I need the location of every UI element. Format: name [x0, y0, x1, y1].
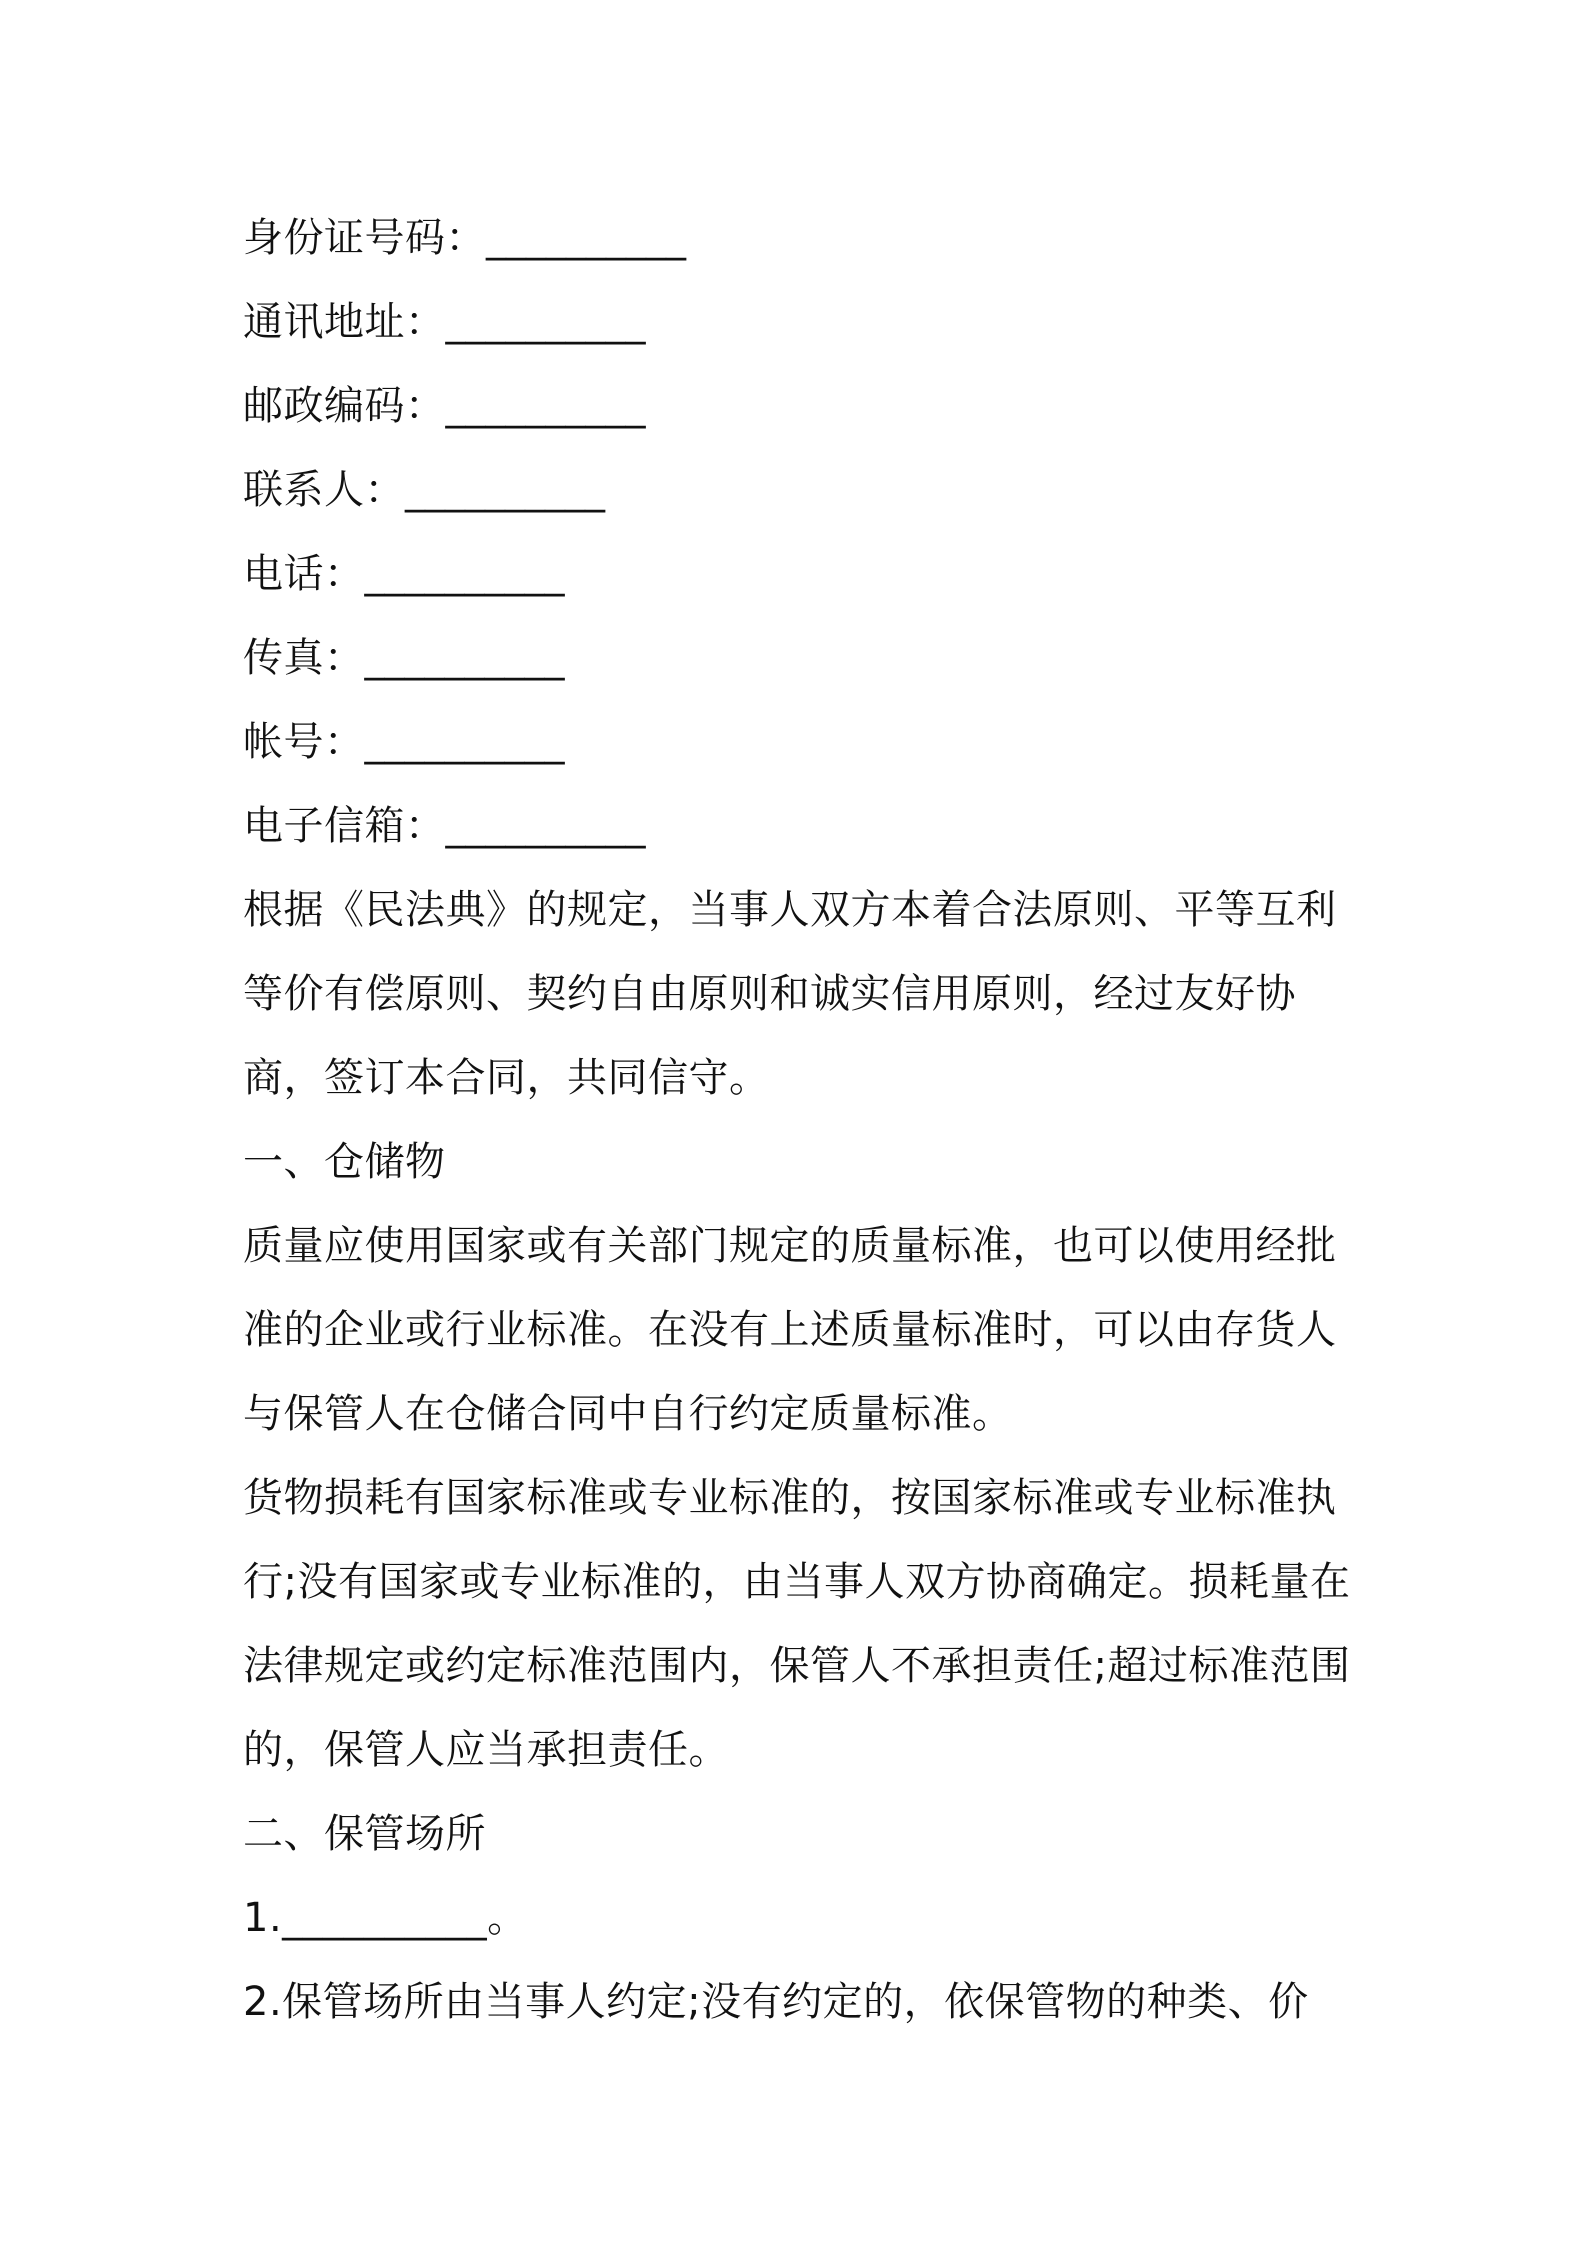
field-blank: __________: [445, 299, 646, 345]
field-label: 电子信箱：: [243, 803, 446, 849]
field-blank: __________: [445, 383, 646, 429]
preamble-paragraph: 根据《民法典》的规定，当事人双方本着合法原则、平等互利等价有偿原则、契约自由原则和诚实信用原则，经过友好协商，签订本合同，共同信守。: [243, 887, 1337, 1101]
field-blank: __________: [486, 215, 686, 261]
list-item: 1.__________。: [243, 1895, 528, 1941]
loss-paragraph: 货物损耗有国家标准或专业标准的，按国家标准或专业标准执行;没有国家或专业标准的，由当事人双方协商确定。损耗量在法律规定或约定标准范围内，保管人不承担责任;超过标准范围的，保管人应当承担责任。: [243, 1475, 1351, 1773]
phone-field: [243, 532, 1358, 616]
field-label: 联系人：: [243, 467, 405, 513]
field-blank: __________: [405, 467, 605, 513]
email-field: [243, 784, 1358, 868]
field-blank: __________: [364, 719, 565, 765]
field-blank: __________: [364, 635, 565, 681]
field-label: 邮政编码：: [243, 383, 446, 429]
id-number-field: [243, 196, 1358, 280]
contact-person-field: [243, 448, 1358, 532]
address-field: [243, 280, 1358, 364]
section-heading-storage-goods: 一、仓储物: [243, 1139, 446, 1185]
quality-paragraph: 质量应使用国家或有关部门规定的质量标准，也可以使用经批准的企业或行业标准。在没有上述质量标准时，可以由存货人与保管人在仓储合同中自行约定质量标准。: [243, 1223, 1337, 1437]
list-item: 2.保管场所由当事人约定;没有约定的，依保管物的种类、价: [243, 1979, 1309, 2025]
document-body: [243, 196, 1358, 2044]
field-blank: __________: [445, 803, 646, 849]
field-label: 电话：: [243, 551, 365, 597]
field-label: 通讯地址：: [243, 299, 446, 345]
account-field: [243, 700, 1358, 784]
field-label: 传真：: [243, 635, 365, 681]
field-label: 身份证号码：: [243, 215, 486, 261]
fax-field: [243, 616, 1358, 700]
postcode-field: [243, 364, 1358, 448]
field-blank: __________: [364, 551, 565, 597]
section-heading-storage-place: 二、保管场所: [243, 1811, 486, 1857]
field-label: 帐号：: [243, 719, 365, 765]
